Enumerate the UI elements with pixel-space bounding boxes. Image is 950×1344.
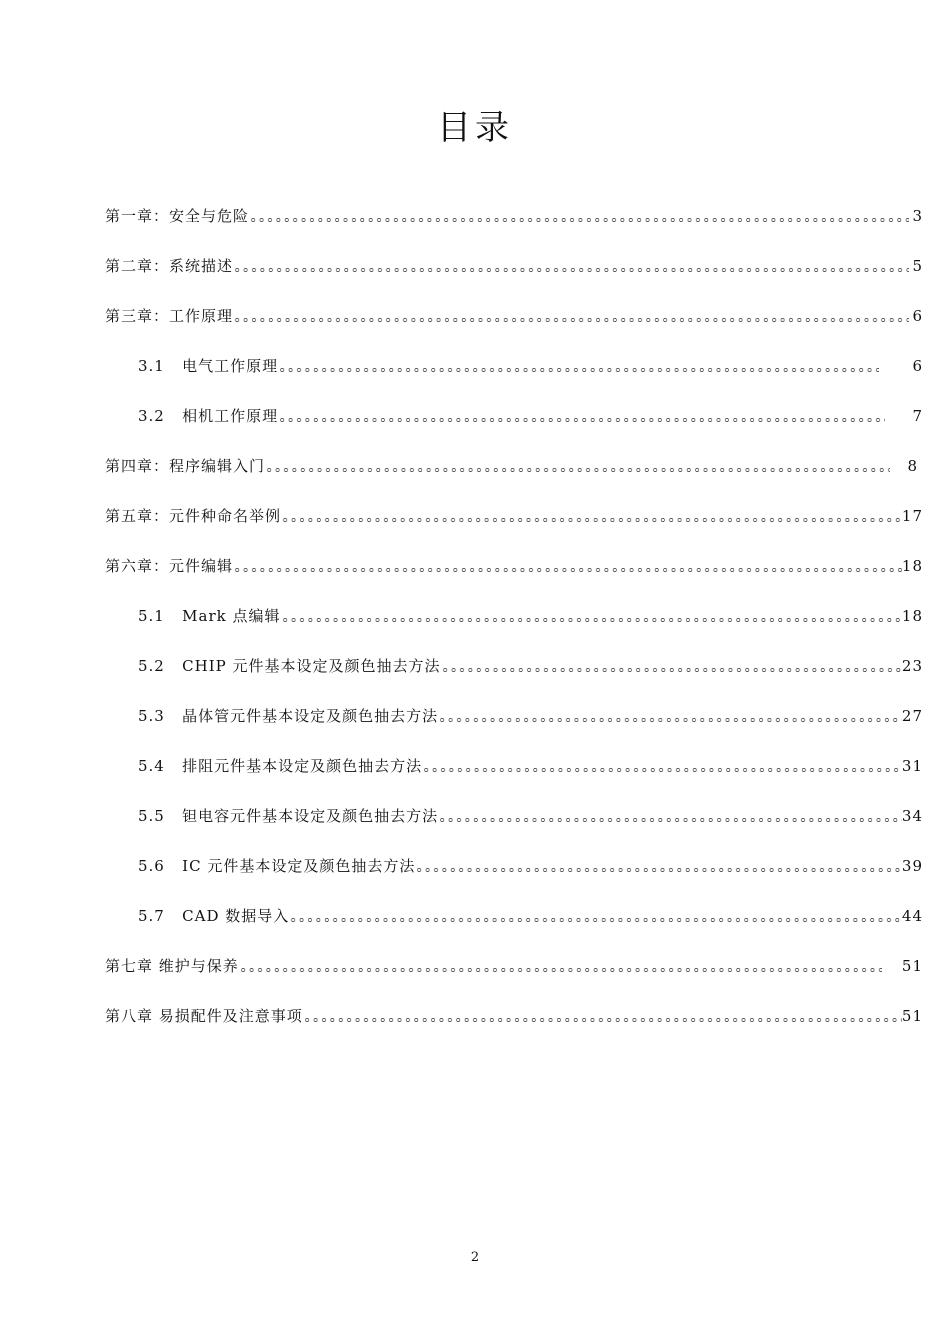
toc-entry-section-5-6[interactable] xyxy=(138,855,923,877)
toc-entry-page: 39 xyxy=(901,857,923,875)
dot-leader xyxy=(278,355,879,377)
toc-entry-page: 6 xyxy=(912,357,923,375)
toc-entry-page: 8 xyxy=(907,457,918,475)
toc-entry-page: 23 xyxy=(901,657,923,675)
toc-entry-page: 7 xyxy=(912,407,923,425)
dot-leader xyxy=(239,955,882,977)
toc-entry-label: 5.7 CAD 数据导入 xyxy=(138,907,290,925)
dot-leader xyxy=(281,605,902,627)
toc-entry-label: 3.1 电气工作原理 xyxy=(138,357,279,375)
dot-leader xyxy=(438,705,902,727)
dot-leader xyxy=(415,855,902,877)
toc-entry-section-3-1[interactable] xyxy=(138,355,923,377)
toc-entry-label: 第六章：元件编辑 xyxy=(105,557,234,575)
dot-leader xyxy=(265,455,890,477)
toc-entry-page: 17 xyxy=(901,507,923,525)
toc-entry-page: 51 xyxy=(901,957,923,975)
toc-entry-page: 3 xyxy=(912,207,923,225)
toc-entry-chapter-3[interactable] xyxy=(105,305,923,327)
dot-leader xyxy=(289,905,902,927)
toc-entry-page: 6 xyxy=(912,307,923,325)
toc-entry-section-5-7[interactable] xyxy=(138,905,923,927)
toc-entry-label: 第四章：程序编辑入门 xyxy=(105,457,266,475)
toc-entry-page: 18 xyxy=(901,557,923,575)
toc-entry-label: 第三章：工作原理 xyxy=(105,307,234,325)
toc-title: 目录 xyxy=(437,108,513,148)
toc-entry-section-5-5[interactable] xyxy=(138,805,923,827)
toc-entry-page: 18 xyxy=(901,607,923,625)
toc-entry-label: 5.6 IC 元件基本设定及颜色抽去方法 xyxy=(138,857,416,875)
dot-leader xyxy=(249,205,909,227)
toc-entry-label: 5.1 Mark 点编辑 xyxy=(138,607,281,625)
toc-entry-section-5-2[interactable] xyxy=(138,655,923,677)
toc-entry-label: 第二章：系统描述 xyxy=(105,257,234,275)
page-number: 2 xyxy=(470,1250,480,1265)
dot-leader xyxy=(441,655,902,677)
dot-leader xyxy=(233,255,909,277)
toc-entry-page: 51 xyxy=(901,1007,923,1025)
toc-entry-page: 34 xyxy=(901,807,923,825)
toc-entry-chapter-4[interactable] xyxy=(105,455,918,477)
toc-entry-label: 第一章：安全与危险 xyxy=(105,207,250,225)
dot-leader xyxy=(438,805,902,827)
dot-leader xyxy=(422,755,902,777)
toc-entry-chapter-8[interactable] xyxy=(105,1005,923,1027)
toc-entry-label: 5.5 钽电容元件基本设定及颜色抽去方法 xyxy=(138,807,439,825)
toc-entry-chapter-6[interactable] xyxy=(105,555,923,577)
toc-entry-page: 5 xyxy=(912,257,923,275)
dot-leader xyxy=(278,405,885,427)
toc-entry-page: 44 xyxy=(901,907,923,925)
dot-leader xyxy=(233,305,909,327)
toc-entry-section-5-1[interactable] xyxy=(138,605,923,627)
toc-entry-chapter-5[interactable] xyxy=(105,505,923,527)
toc-entry-page: 31 xyxy=(901,757,923,775)
dot-leader xyxy=(281,505,902,527)
toc-entry-section-5-3[interactable] xyxy=(138,705,923,727)
toc-entry-chapter-2[interactable] xyxy=(105,255,923,277)
toc-entry-section-5-4[interactable] xyxy=(138,755,923,777)
toc-entry-label: 5.4 排阻元件基本设定及颜色抽去方法 xyxy=(138,757,423,775)
toc-entry-chapter-1[interactable] xyxy=(105,205,923,227)
toc-entry-chapter-7[interactable] xyxy=(105,955,923,977)
dot-leader xyxy=(303,1005,902,1027)
toc-entry-label: 5.3 晶体管元件基本设定及颜色抽去方法 xyxy=(138,707,439,725)
toc-entry-label: 5.2 CHIP 元件基本设定及颜色抽去方法 xyxy=(138,657,441,675)
toc-entry-label: 第八章 易损配件及注意事项 xyxy=(105,1007,303,1025)
toc-entry-label: 3.2 相机工作原理 xyxy=(138,407,279,425)
dot-leader xyxy=(233,555,902,577)
toc-entry-label: 第五章：元件种命名举例 xyxy=(105,507,282,525)
toc-entry-page: 27 xyxy=(901,707,923,725)
toc-entry-label: 第七章 维护与保养 xyxy=(105,957,239,975)
toc-entry-section-3-2[interactable] xyxy=(138,405,923,427)
